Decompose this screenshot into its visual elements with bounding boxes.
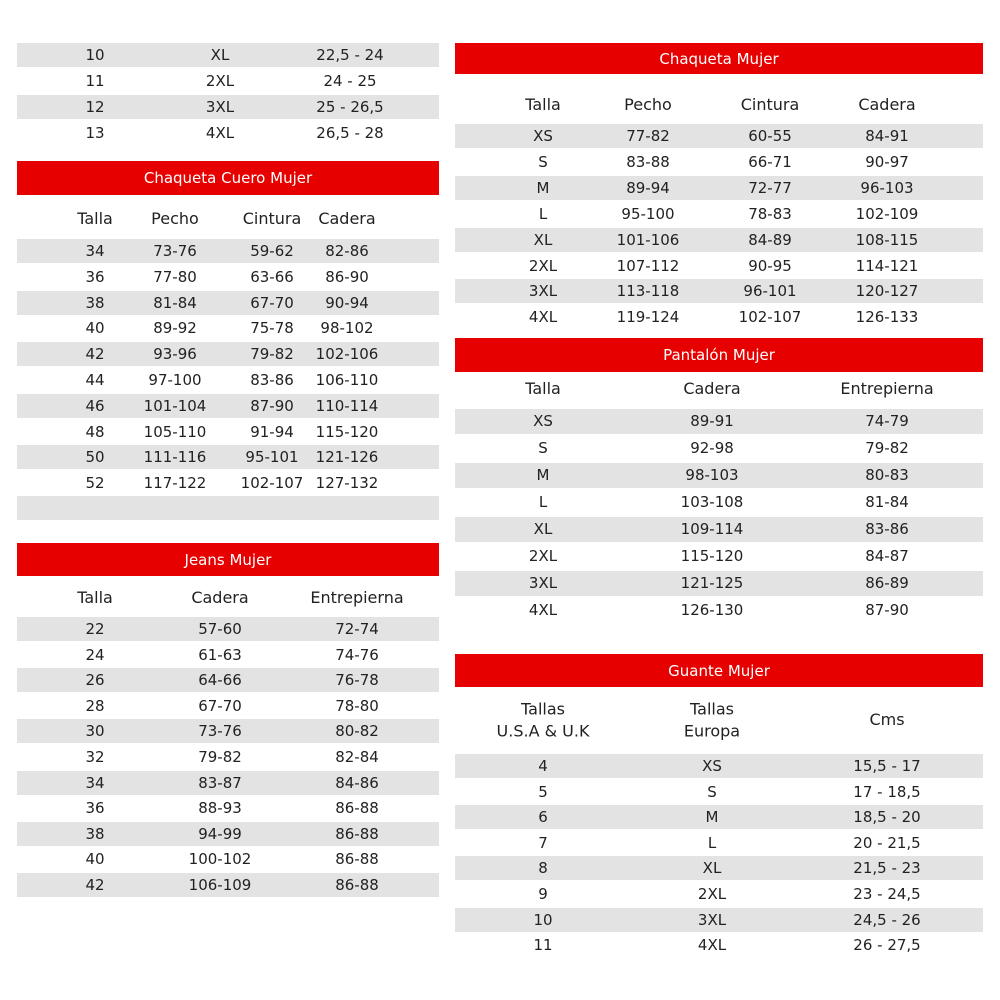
- chaqueta-mujer-cell: 3XL: [528, 282, 558, 301]
- chaqueta-cuero-mujer-cell: 115-120: [315, 422, 379, 441]
- guante-mujer-cell: 2XL: [697, 884, 727, 903]
- chaqueta-mujer-col-header: Cintura: [740, 95, 800, 115]
- guante-mujer-col-header-line: Europa: [683, 721, 741, 740]
- chaqueta-cuero-mujer-col-header: Talla: [77, 209, 113, 229]
- pantalon-mujer-col-header: Entrepierna: [840, 379, 934, 399]
- chaqueta-cuero-mujer-cell: 110-114: [315, 396, 379, 415]
- chaqueta-cuero-mujer-cell: 87-90: [250, 396, 294, 415]
- guante-mujer-cell: 9: [538, 884, 548, 903]
- chaqueta-cuero-mujer-cell: 48: [85, 422, 105, 441]
- chaqueta-cuero-mujer-cell: 97-100: [148, 370, 202, 389]
- chaqueta-cuero-mujer-col-header: Cintura: [242, 209, 302, 229]
- top-table-cell: 12: [85, 97, 105, 116]
- chaqueta-mujer-col-header: Pecho: [624, 95, 672, 115]
- jeans-mujer-cell: 22: [85, 619, 105, 638]
- chaqueta-cuero-mujer-cell: 102-107: [240, 474, 304, 493]
- chaqueta-cuero-mujer-cell: 59-62: [250, 241, 294, 260]
- pantalon-mujer-cell: XS: [533, 411, 553, 430]
- jeans-mujer-cell: 36: [85, 799, 105, 818]
- chaqueta-mujer-header: Chaqueta Mujer: [455, 43, 983, 74]
- chaqueta-cuero-mujer-cell: 89-92: [153, 319, 197, 338]
- pantalon-mujer-cell: S: [538, 438, 548, 457]
- pantalon-mujer-cell: L: [538, 492, 548, 511]
- pantalon-mujer-cell: 79-82: [865, 438, 909, 457]
- chaqueta-cuero-mujer-cell: 83-86: [250, 370, 294, 389]
- chaqueta-cuero-mujer-col-header: Pecho: [151, 209, 199, 229]
- guante-mujer-cell: 5: [538, 782, 548, 801]
- jeans-mujer-cell: 88-93: [198, 799, 242, 818]
- guante-mujer-col-header-line: Cms: [869, 710, 905, 730]
- guante-mujer-cell: M: [705, 808, 719, 827]
- jeans-mujer-header: Jeans Mujer: [17, 543, 439, 576]
- chaqueta-cuero-mujer-cell: 105-110: [143, 422, 207, 441]
- jeans-mujer-cell: 32: [85, 747, 105, 766]
- jeans-mujer-cell: 106-109: [188, 875, 252, 894]
- jeans-mujer-cell: 38: [85, 824, 105, 843]
- chaqueta-cuero-mujer-cell: 77-80: [153, 267, 197, 286]
- pantalon-mujer-cell: 86-89: [865, 573, 909, 592]
- pantalon-mujer-col-header: Cadera: [683, 379, 741, 399]
- pantalon-mujer-cell: 92-98: [690, 438, 734, 457]
- pantalon-mujer-cell: 87-90: [865, 600, 909, 619]
- top-table-cell: 3XL: [205, 97, 235, 116]
- guante-mujer-cell: 4: [538, 756, 548, 775]
- chaqueta-cuero-mujer-cell: 52: [85, 474, 105, 493]
- pantalon-mujer-cell: 109-114: [680, 519, 744, 538]
- chaqueta-cuero-mujer-cell: 36: [85, 267, 105, 286]
- chaqueta-mujer-cell: 95-100: [621, 204, 675, 223]
- guante-mujer-col-header-line: U.S.A & U.K: [496, 721, 590, 740]
- pantalon-mujer-col-header: Talla: [525, 379, 561, 399]
- pantalon-mujer-cell: 98-103: [685, 465, 739, 484]
- jeans-mujer-cell: 61-63: [198, 645, 242, 664]
- chaqueta-mujer-cell: S: [538, 152, 548, 171]
- jeans-mujer-cell: 86-88: [335, 799, 379, 818]
- chaqueta-mujer-cell: 96-101: [743, 282, 797, 301]
- chaqueta-cuero-mujer-col-header: Cadera: [318, 209, 376, 229]
- chaqueta-mujer-cell: 102-109: [855, 204, 919, 223]
- jeans-mujer-cell: 86-88: [335, 824, 379, 843]
- guante-mujer-cell: 24,5 - 26: [853, 910, 921, 929]
- top-table-cell: XL: [210, 45, 230, 64]
- chaqueta-cuero-mujer-cell: 117-122: [143, 474, 207, 493]
- chaqueta-mujer-cell: 107-112: [616, 256, 680, 275]
- chaqueta-mujer-cell: 84-89: [748, 230, 792, 249]
- top-table-cell: 26,5 - 28: [316, 123, 384, 142]
- chaqueta-mujer-cell: 90-95: [748, 256, 792, 275]
- chaqueta-cuero-mujer-cell: 40: [85, 319, 105, 338]
- chaqueta-mujer-cell: 119-124: [616, 308, 680, 327]
- guante-mujer-cell: 18,5 - 20: [853, 808, 921, 827]
- chaqueta-cuero-mujer-cell: 42: [85, 345, 105, 364]
- guante-mujer-cell: L: [707, 833, 717, 852]
- chaqueta-cuero-mujer-cell: 46: [85, 396, 105, 415]
- chaqueta-cuero-mujer-cell: 95-101: [245, 448, 299, 467]
- chaqueta-cuero-mujer-row-band: [17, 239, 439, 263]
- chaqueta-cuero-mujer-cell: 106-110: [315, 370, 379, 389]
- chaqueta-mujer-cell: 60-55: [748, 126, 792, 145]
- top-table-cell: 11: [85, 71, 105, 90]
- jeans-mujer-cell: 80-82: [335, 722, 379, 741]
- pantalon-mujer-cell: 83-86: [865, 519, 909, 538]
- pantalon-mujer-cell: M: [536, 465, 550, 484]
- guante-mujer-cell: S: [707, 782, 717, 801]
- jeans-mujer-cell: 79-82: [198, 747, 242, 766]
- pantalon-mujer-cell: 80-83: [865, 465, 909, 484]
- guante-mujer-cell: 15,5 - 17: [853, 756, 921, 775]
- jeans-mujer-cell: 94-99: [198, 824, 242, 843]
- guante-mujer-cell: 21,5 - 23: [853, 859, 921, 878]
- chaqueta-cuero-mujer-cell: 34: [85, 241, 105, 260]
- chaqueta-mujer-cell: 90-97: [865, 152, 909, 171]
- chaqueta-cuero-mujer-cell: 38: [85, 293, 105, 312]
- chaqueta-cuero-mujer-cell: 79-82: [250, 345, 294, 364]
- jeans-mujer-col-header: Entrepierna: [310, 588, 404, 608]
- chaqueta-mujer-cell: 72-77: [748, 178, 792, 197]
- jeans-mujer-cell: 40: [85, 850, 105, 869]
- pantalon-mujer-cell: 4XL: [528, 600, 558, 619]
- jeans-mujer-cell: 86-88: [335, 875, 379, 894]
- pantalon-mujer-cell: 126-130: [680, 600, 744, 619]
- chaqueta-mujer-cell: 89-94: [626, 178, 670, 197]
- jeans-mujer-cell: 72-74: [335, 619, 379, 638]
- guante-mujer-cell: 10: [533, 910, 553, 929]
- jeans-mujer-cell: 26: [85, 671, 105, 690]
- chaqueta-mujer-cell: 113-118: [616, 282, 680, 301]
- chaqueta-mujer-cell: L: [538, 204, 548, 223]
- top-table-cell: 24 - 25: [323, 71, 377, 90]
- chaqueta-cuero-mujer-cell: 127-132: [315, 474, 379, 493]
- guante-mujer-col-header: [497, 698, 590, 741]
- chaqueta-mujer-cell: 83-88: [626, 152, 670, 171]
- guante-mujer-cell: 26 - 27,5: [853, 936, 921, 955]
- top-table-cell: 25 - 26,5: [316, 97, 384, 116]
- chaqueta-mujer-cell: 66-71: [748, 152, 792, 171]
- jeans-mujer-cell: 67-70: [198, 696, 242, 715]
- jeans-mujer-cell: 84-86: [335, 773, 379, 792]
- jeans-mujer-cell: 78-80: [335, 696, 379, 715]
- chaqueta-cuero-mujer-cell: 50: [85, 448, 105, 467]
- top-table-cell: 2XL: [205, 71, 235, 90]
- jeans-mujer-col-header: Talla: [77, 588, 113, 608]
- pantalon-mujer-cell: XL: [533, 519, 553, 538]
- top-table-cell: 10: [85, 45, 105, 64]
- guante-mujer-header: Guante Mujer: [455, 654, 983, 687]
- pantalon-mujer-cell: 74-79: [865, 411, 909, 430]
- guante-mujer-col-header-line: Tallas: [690, 699, 734, 719]
- chaqueta-mujer-cell: XS: [533, 126, 553, 145]
- jeans-mujer-cell: 83-87: [198, 773, 242, 792]
- guante-mujer-cell: 4XL: [697, 936, 727, 955]
- chaqueta-mujer-cell: 102-107: [738, 308, 802, 327]
- guante-mujer-cell: 20 - 21,5: [853, 833, 921, 852]
- top-table-cell: 4XL: [205, 123, 235, 142]
- chaqueta-mujer-cell: 77-82: [626, 126, 670, 145]
- guante-mujer-cell: 7: [538, 833, 548, 852]
- pantalon-mujer-cell: 84-87: [865, 546, 909, 565]
- chaqueta-cuero-mujer-cell: 63-66: [250, 267, 294, 286]
- chaqueta-cuero-mujer-cell: 102-106: [315, 345, 379, 364]
- guante-mujer-cell: 17 - 18,5: [853, 782, 921, 801]
- guante-mujer-cell: XL: [702, 859, 722, 878]
- jeans-mujer-cell: 100-102: [188, 850, 252, 869]
- chaqueta-mujer-cell: 108-115: [855, 230, 919, 249]
- chaqueta-mujer-cell: 84-91: [865, 126, 909, 145]
- jeans-mujer-cell: 86-88: [335, 850, 379, 869]
- chaqueta-cuero-mujer-cell: 75-78: [250, 319, 294, 338]
- chaqueta-mujer-cell: M: [536, 178, 550, 197]
- chaqueta-mujer-cell: 120-127: [855, 282, 919, 301]
- jeans-mujer-cell: 28: [85, 696, 105, 715]
- jeans-mujer-cell: 73-76: [198, 722, 242, 741]
- guante-mujer-col-header-line: Tallas: [521, 699, 565, 719]
- chaqueta-mujer-col-header: Talla: [525, 95, 561, 115]
- pantalon-mujer-cell: 89-91: [690, 411, 734, 430]
- pantalon-mujer-cell: 81-84: [865, 492, 909, 511]
- chaqueta-cuero-mujer-cell: 90-94: [325, 293, 369, 312]
- chaqueta-cuero-mujer-cell: 82-86: [325, 241, 369, 260]
- chaqueta-mujer-cell: XL: [533, 230, 553, 249]
- guante-mujer-cell: 23 - 24,5: [853, 884, 921, 903]
- chaqueta-cuero-mujer-cell: 121-126: [315, 448, 379, 467]
- guante-mujer-cell: 3XL: [697, 910, 727, 929]
- jeans-mujer-cell: 30: [85, 722, 105, 741]
- jeans-mujer-cell: 76-78: [335, 671, 379, 690]
- chaqueta-cuero-mujer-cell: 101-104: [143, 396, 207, 415]
- chaqueta-cuero-mujer-cell: 67-70: [250, 293, 294, 312]
- pantalon-mujer-cell: 121-125: [680, 573, 744, 592]
- chaqueta-cuero-mujer-cell: 81-84: [153, 293, 197, 312]
- guante-mujer-cell: 11: [533, 936, 553, 955]
- chaqueta-cuero-mujer-cell: 98-102: [320, 319, 374, 338]
- chaqueta-mujer-cell: 78-83: [748, 204, 792, 223]
- jeans-mujer-cell: 34: [85, 773, 105, 792]
- chaqueta-mujer-cell: 114-121: [855, 256, 919, 275]
- pantalon-mujer-cell: 3XL: [528, 573, 558, 592]
- jeans-mujer-cell: 24: [85, 645, 105, 664]
- chaqueta-mujer-col-header: Cadera: [858, 95, 916, 115]
- chaqueta-cuero-mujer-cell: 73-76: [153, 241, 197, 260]
- chaqueta-cuero-mujer-header: Chaqueta Cuero Mujer: [17, 161, 439, 195]
- jeans-mujer-cell: 74-76: [335, 645, 379, 664]
- chaqueta-cuero-mujer-row-band: [17, 496, 439, 520]
- guante-mujer-col-header: [684, 698, 740, 741]
- guante-mujer-cell: 6: [538, 808, 548, 827]
- jeans-mujer-cell: 64-66: [198, 671, 242, 690]
- jeans-mujer-cell: 57-60: [198, 619, 242, 638]
- chaqueta-cuero-mujer-cell: 86-90: [325, 267, 369, 286]
- guante-mujer-col-header: [869, 709, 904, 731]
- chaqueta-mujer-cell: 4XL: [528, 308, 558, 327]
- top-table-cell: 13: [85, 123, 105, 142]
- chaqueta-cuero-mujer-row-band: [17, 291, 439, 315]
- jeans-mujer-col-header: Cadera: [191, 588, 249, 608]
- pantalon-mujer-cell: 2XL: [528, 546, 558, 565]
- chaqueta-cuero-mujer-cell: 44: [85, 370, 105, 389]
- pantalon-mujer-cell: 115-120: [680, 546, 744, 565]
- chaqueta-cuero-mujer-cell: 91-94: [250, 422, 294, 441]
- chaqueta-cuero-mujer-cell: 111-116: [143, 448, 207, 467]
- pantalon-mujer-header: Pantalón Mujer: [455, 338, 983, 372]
- pantalon-mujer-cell: 103-108: [680, 492, 744, 511]
- jeans-mujer-cell: 42: [85, 875, 105, 894]
- chaqueta-mujer-cell: 96-103: [860, 178, 914, 197]
- top-table-cell: 22,5 - 24: [316, 45, 384, 64]
- chaqueta-cuero-mujer-cell: 93-96: [153, 345, 197, 364]
- guante-mujer-cell: 8: [538, 859, 548, 878]
- chaqueta-mujer-cell: 2XL: [528, 256, 558, 275]
- jeans-mujer-cell: 82-84: [335, 747, 379, 766]
- chaqueta-mujer-cell: 101-106: [616, 230, 680, 249]
- chaqueta-mujer-cell: 126-133: [855, 308, 919, 327]
- guante-mujer-cell: XS: [702, 756, 722, 775]
